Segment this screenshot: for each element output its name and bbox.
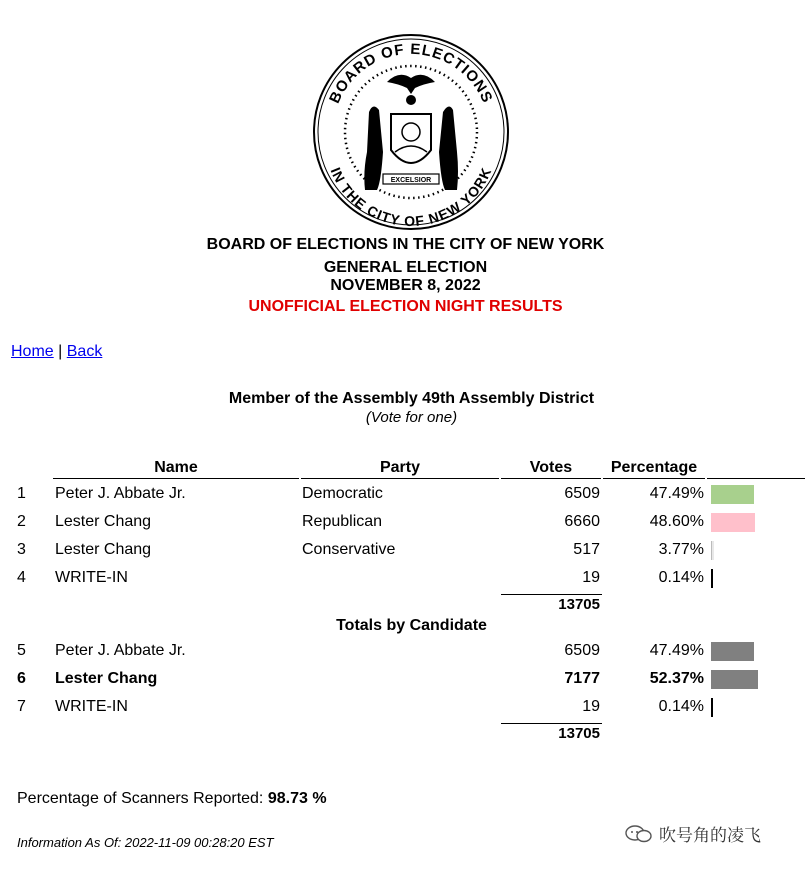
percentage-bar: [711, 541, 714, 560]
scanners-reported: [17, 790, 327, 808]
scanners-value: 98.73 %: [267, 790, 327, 807]
percentage-bar: [711, 642, 754, 661]
vote-count: 19: [582, 569, 600, 586]
vote-percentage: 0.14%: [658, 569, 704, 586]
column-header-percentage: Percentage: [610, 459, 698, 476]
party-name: Conservative: [302, 541, 396, 558]
seal-bottom-text: IN THE CITY OF NEW YORK: [327, 164, 495, 230]
table-row: [0, 670, 811, 694]
vote-count: 6509: [564, 642, 600, 659]
header-underline: [501, 478, 601, 479]
percentage-bar: [711, 513, 755, 532]
table-row: [0, 698, 811, 722]
vote-percentage: 52.37%: [649, 670, 704, 687]
candidate-name: Peter J. Abbate Jr.: [55, 642, 186, 659]
nav-links: [11, 343, 102, 361]
candidate-name: Lester Chang: [55, 670, 158, 687]
row-number: 2: [17, 513, 26, 530]
candidate-total-votes: 13705: [558, 725, 600, 742]
election-name: GENERAL ELECTION: [323, 259, 488, 276]
header-underline: [707, 478, 805, 479]
vote-count: 19: [582, 698, 600, 715]
watermark-text: 吹号角的凌飞: [659, 826, 761, 845]
vote-count: 6509: [564, 485, 600, 502]
totals-by-candidate-title: Totals by Candidate: [336, 617, 487, 634]
candidate-name: WRITE-IN: [55, 569, 128, 586]
table-row: [0, 642, 811, 666]
watermark: [625, 821, 761, 846]
candidate-name: Lester Chang: [55, 513, 152, 530]
scanners-label: Percentage of Scanners Reported:: [17, 790, 264, 807]
seal-top-text: BOARD OF ELECTIONS: [326, 40, 496, 106]
header-underline: [53, 478, 299, 479]
percentage-bar: [711, 670, 758, 689]
contest-title: Member of the Assembly 49th Assembly District: [228, 390, 595, 407]
party-name: Democratic: [302, 485, 383, 502]
table-row: [0, 569, 811, 593]
row-number: 6: [17, 670, 26, 687]
nav-separator: |: [58, 343, 63, 360]
percentage-bar: [711, 569, 713, 588]
results-status: UNOFFICIAL ELECTION NIGHT RESULTS: [248, 298, 563, 315]
vote-count: 6660: [564, 513, 600, 530]
row-number: 5: [17, 642, 26, 659]
row-number: 1: [17, 485, 26, 502]
page-title: BOARD OF ELECTIONS IN THE CITY OF NEW YORK: [206, 236, 605, 253]
vote-percentage: 48.60%: [649, 513, 704, 530]
column-header-name: Name: [154, 459, 198, 476]
vote-percentage: 47.49%: [649, 642, 704, 659]
board-of-elections-seal: [311, 32, 511, 232]
table-row: [0, 541, 811, 565]
candidate-name: Peter J. Abbate Jr.: [55, 485, 186, 502]
total-separator: [501, 723, 602, 724]
last-updated: Information As Of: 2022-11-09 00:28:20 EST: [17, 835, 274, 850]
candidate-name: Lester Chang: [55, 541, 152, 558]
vote-percentage: 3.77%: [658, 541, 704, 558]
party-name: Republican: [302, 513, 383, 530]
column-header-votes: Votes: [529, 459, 573, 476]
vote-percentage: 47.49%: [649, 485, 704, 502]
percentage-bar: [711, 485, 754, 504]
contest-total-votes: 13705: [558, 596, 600, 613]
row-number: 4: [17, 569, 26, 586]
table-row: [0, 485, 811, 509]
total-separator: [501, 594, 602, 595]
percentage-bar: [711, 698, 713, 717]
chat-bubbles-icon: [625, 824, 653, 844]
vote-count: 517: [573, 541, 600, 558]
row-number: 7: [17, 698, 26, 715]
seal-motto: EXCELSIOR: [390, 177, 432, 184]
vote-percentage: 0.14%: [658, 698, 704, 715]
table-row: [0, 513, 811, 537]
header-underline: [603, 478, 705, 479]
home-link[interactable]: Home: [11, 343, 54, 360]
vote-count: 7177: [564, 670, 600, 687]
election-date: NOVEMBER 8, 2022: [330, 277, 481, 294]
row-number: 3: [17, 541, 26, 558]
contest-subtitle: (Vote for one): [365, 409, 458, 426]
header-underline: [301, 478, 499, 479]
column-header-party: Party: [379, 459, 421, 476]
candidate-name: WRITE-IN: [55, 698, 128, 715]
back-link[interactable]: Back: [66, 343, 103, 360]
